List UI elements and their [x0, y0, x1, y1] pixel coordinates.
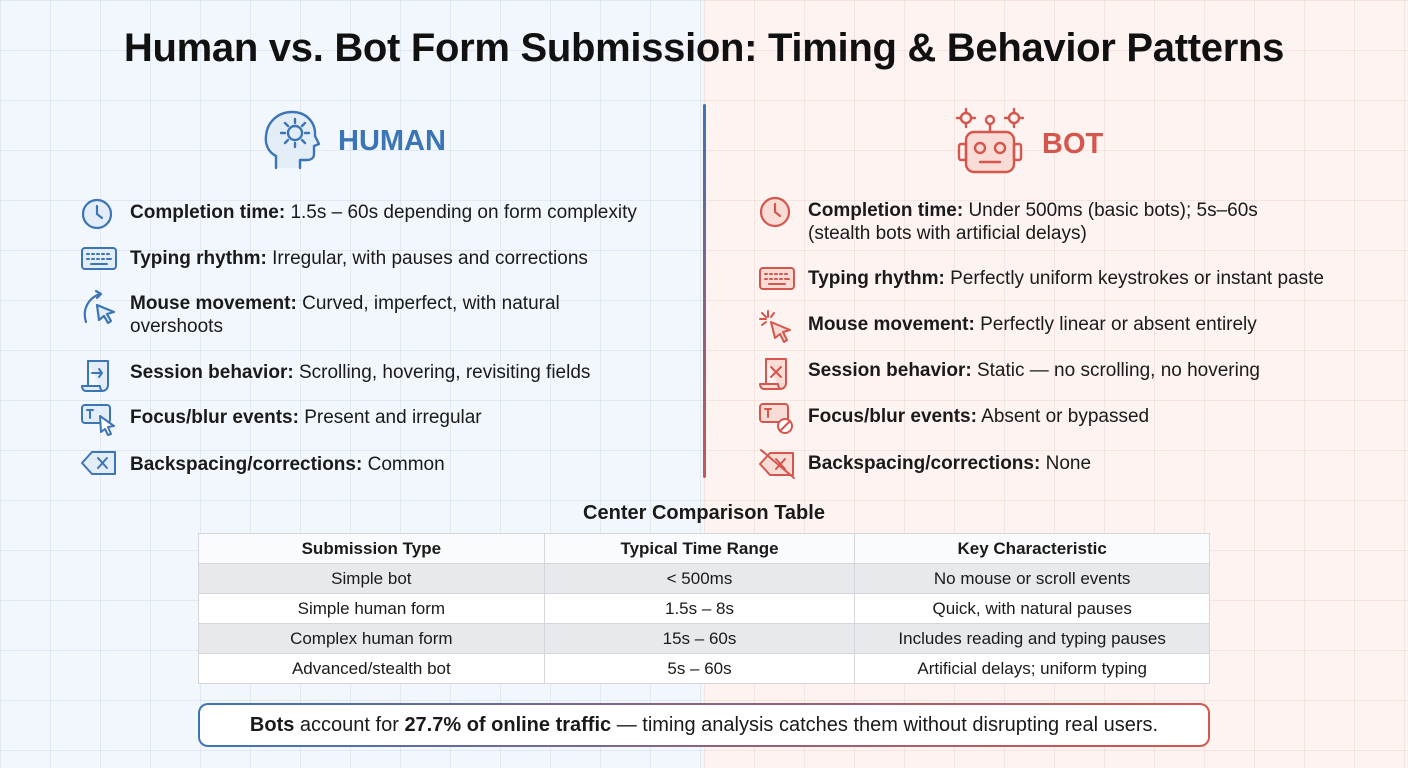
human-header — [262, 106, 446, 177]
table-cell: No mouse or scroll events — [855, 564, 1210, 594]
item-text: Static — no scrolling, no hovering — [971, 360, 1260, 381]
item-text: Absent or bypassed — [976, 406, 1150, 427]
human-item-focus-blur — [80, 406, 680, 436]
text-field-blocked-icon — [758, 401, 796, 435]
table-cell: Artificial delays; uniform typing — [855, 654, 1210, 684]
item-label: Completion time: — [808, 200, 964, 221]
table-row — [199, 654, 1210, 684]
item-text: Common — [362, 454, 445, 475]
item-label: Typing rhythm: — [808, 268, 945, 289]
item-label: Focus/blur events: — [130, 407, 299, 428]
column-header: Submission Type — [199, 534, 545, 564]
bot-item-typing-rhythm — [758, 267, 1378, 297]
table-cell: 1.5s – 8s — [544, 594, 855, 624]
keyboard-icon — [758, 263, 796, 297]
item-text: 1.5s – 60s depending on form complexity — [285, 202, 637, 223]
table-title: Center Comparison Table — [583, 502, 825, 524]
table-cell: Advanced/stealth bot — [199, 654, 545, 684]
backspace-crossed-icon — [758, 448, 796, 482]
item-text: Irregular, with pauses and corrections — [266, 248, 588, 269]
table-cell: Quick, with natural pauses — [855, 594, 1210, 624]
footer-bots: Bots — [249, 713, 295, 736]
table-cell: 5s – 60s — [544, 654, 855, 684]
scroll-icon — [80, 357, 118, 391]
item-text: Perfectly uniform keystrokes or instant paste — [944, 268, 1324, 289]
item-label: Focus/blur events: — [808, 406, 977, 427]
column-divider — [703, 104, 706, 478]
bot-heading: BOT — [1042, 128, 1104, 160]
table-cell: < 500ms — [544, 564, 855, 594]
bot-item-focus-blur — [758, 405, 1378, 435]
clock-icon — [80, 197, 118, 231]
item-text: Under 500ms (basic bots); 5s–60s (stealth bots with artificial delays) — [808, 200, 1258, 244]
bot-item-session-behavior — [758, 359, 1378, 389]
bot-item-mouse-movement — [758, 313, 1378, 343]
table-cell: 15s – 60s — [544, 624, 855, 654]
curved-cursor-icon — [80, 288, 118, 322]
item-text: Present and irregular — [298, 407, 482, 428]
footer-text: account for — [294, 713, 405, 736]
keyboard-icon — [80, 243, 118, 277]
item-label: Session behavior: — [130, 362, 294, 383]
table-header-row — [199, 534, 1210, 564]
table-row — [199, 564, 1210, 594]
column-header: Typical Time Range — [544, 534, 855, 564]
human-item-backspacing — [80, 453, 680, 483]
item-label: Mouse movement: — [130, 293, 297, 314]
human-item-completion-time — [80, 201, 680, 231]
human-item-mouse-movement — [80, 292, 600, 338]
clock-icon — [758, 195, 796, 229]
item-label: Completion time: — [130, 202, 286, 223]
human-item-typing-rhythm — [80, 247, 680, 277]
table-cell: Includes reading and typing pauses — [855, 624, 1210, 654]
table-cell: Simple bot — [199, 564, 545, 594]
backspace-icon — [80, 449, 118, 483]
footer-stat: 27.7% of online traffic — [404, 713, 612, 736]
scroll-crossed-icon — [758, 355, 796, 389]
human-heading: HUMAN — [338, 125, 446, 157]
human-item-session-behavior — [80, 361, 680, 391]
table-row — [199, 624, 1210, 654]
item-label: Mouse movement: — [808, 314, 975, 335]
item-text: None — [1040, 453, 1092, 474]
footer-text: — timing analysis catches them without disrupting real users. — [611, 713, 1159, 736]
click-cursor-icon — [758, 309, 796, 343]
item-label: Backspacing/corrections: — [130, 454, 363, 475]
comparison-table — [198, 533, 1210, 684]
table-row — [199, 594, 1210, 624]
bot-header — [952, 106, 1103, 183]
table-cell: Complex human form — [199, 624, 545, 654]
text-field-cursor-icon — [80, 402, 118, 436]
item-text: Curved, imperfect, with natural overshoots — [130, 293, 560, 337]
item-label: Typing rhythm: — [130, 248, 267, 269]
robot-gears-icon — [952, 106, 1028, 183]
item-label: Backspacing/corrections: — [808, 453, 1041, 474]
bot-item-backspacing — [758, 452, 1378, 482]
item-label: Session behavior: — [808, 360, 972, 381]
footer-callout — [198, 703, 1210, 747]
bot-item-completion-time — [758, 199, 1298, 245]
page-title: Human vs. Bot Form Submission: Timing & Behavior Patterns — [123, 26, 1285, 70]
item-text: Scrolling, hovering, revisiting fields — [293, 362, 591, 383]
item-text: Perfectly linear or absent entirely — [974, 314, 1257, 335]
human-head-gear-icon — [262, 106, 324, 177]
table-cell: Simple human form — [199, 594, 545, 624]
column-header: Key Characteristic — [855, 534, 1210, 564]
